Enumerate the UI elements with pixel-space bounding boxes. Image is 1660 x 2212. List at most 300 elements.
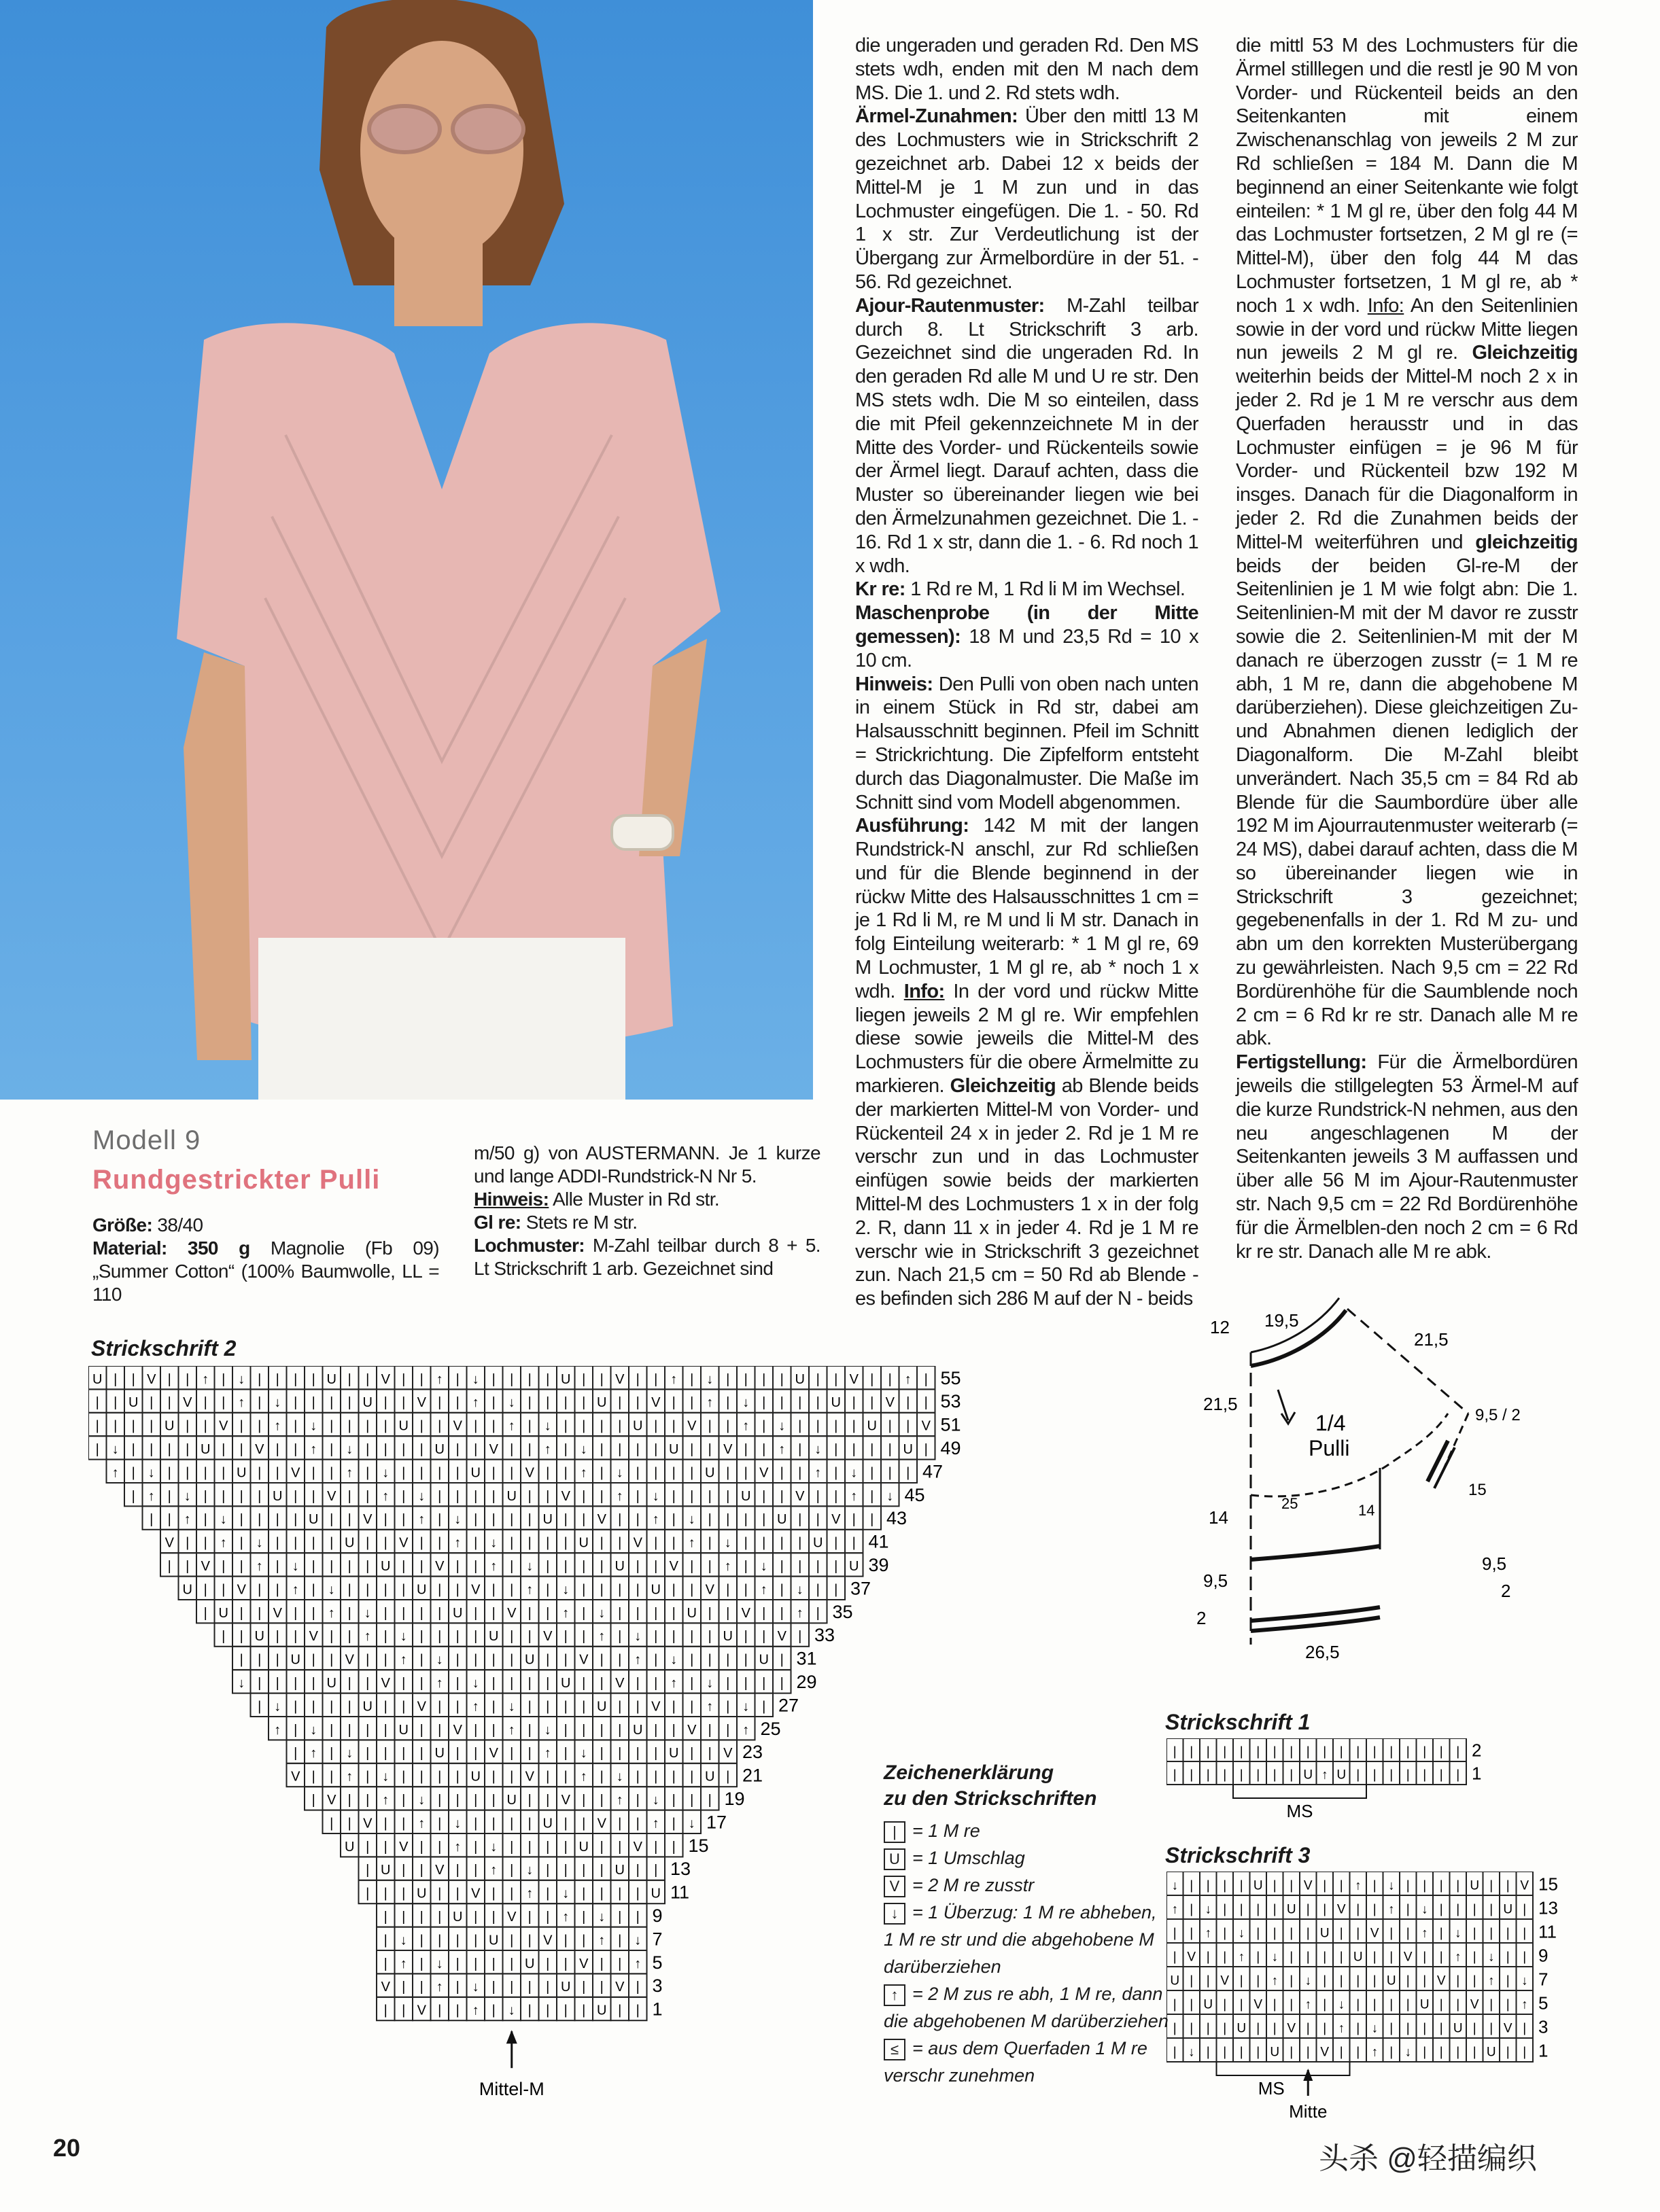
chart2-cell [124,1460,143,1483]
chart2-cell [665,1413,683,1436]
chart3-cell [1400,1919,1417,1943]
chart2-cell [665,1553,683,1576]
svg-text:|: | [690,1582,694,1598]
svg-text:|: | [1489,1926,1493,1941]
chart2-cell [557,1693,575,1717]
chart2-cell [701,1506,719,1529]
svg-text:|: | [1223,1950,1227,1965]
watermark: 头杀 @轻描编织 [1319,2142,1537,2175]
svg-text:↑: ↑ [472,1395,479,1411]
chart2-cell [323,1740,341,1763]
svg-text:|: | [347,1676,351,1691]
ausf-text2: In der vord und rückw Mitte liegen jeweils 2 M gl re. Wir empfehlen diese sowie jeweils die Mittel-M des Lochmusters für die obere Ärmelmitte zu markieren. [855,980,1198,1098]
chart2-cell [449,1763,467,1787]
chart2-cell [845,1413,863,1436]
chart2-cell [647,1623,665,1646]
chart2-cell [737,1600,755,1623]
chart3-cell [1383,2014,1400,2038]
chart2-cell [719,1740,738,1763]
model-photo [0,0,813,1100]
svg-text:|: | [798,1465,802,1481]
chart3-cell [1333,1872,1350,1895]
svg-text:|: | [383,1512,387,1528]
svg-text:|: | [546,2003,550,2018]
svg-text:U: U [92,1371,103,1387]
chart2-cell [395,1717,413,1740]
svg-text:|: | [744,1582,748,1598]
svg-text:↓: ↓ [1455,1926,1462,1941]
svg-text:V: V [1436,1973,1446,1988]
svg-text:|: | [275,1559,279,1574]
chart3-cell [1466,1872,1483,1895]
chart2-cell [503,1950,521,1973]
chart2-cell [305,1717,323,1740]
chart1-cell [1366,1738,1383,1761]
svg-text:|: | [1223,2045,1227,2060]
svg-text:|: | [582,1418,586,1434]
chart3-cell [1300,1919,1317,1943]
chart3-cell [1417,1990,1434,2014]
chart3-mitte-label: Mitte [1289,2101,1328,2122]
svg-text:|: | [491,1465,496,1481]
chart3-cell [1366,1919,1383,1943]
chart2-cell [737,1623,755,1646]
svg-text:↓: ↓ [310,1418,317,1434]
svg-text:|: | [239,1442,243,1457]
svg-text:|: | [888,1371,892,1387]
svg-text:↓: ↓ [688,1816,695,1831]
chart2-cell [899,1436,918,1459]
chart2-cell [575,1717,593,1740]
chart2-cell [179,1413,197,1436]
svg-text:|: | [1523,1902,1527,1917]
size-label: Größe: [92,1214,153,1235]
chart2-cell [665,1436,683,1459]
chart2-row-label: 11 [670,1882,690,1903]
svg-text:V: V [669,1559,678,1574]
svg-text:↓: ↓ [580,1442,587,1457]
svg-text:|: | [222,1629,226,1645]
svg-text:↓: ↓ [1271,1950,1278,1965]
chart3-cell [1450,2014,1467,2038]
svg-text:|: | [654,1442,658,1457]
chart2-cell [341,1740,359,1763]
chart2-cell [521,1740,539,1763]
chart2-cell [269,1389,287,1412]
svg-text:|: | [275,1582,279,1598]
svg-text:U: U [651,1886,661,1901]
svg-text:|: | [618,1722,622,1738]
chart2-cell [827,1577,846,1600]
svg-text:|: | [618,1839,622,1855]
chart3-cell [1300,2038,1317,2062]
svg-text:|: | [95,1395,99,1411]
svg-text:|: | [366,1652,370,1668]
svg-text:|: | [294,1488,298,1504]
chart1-cell [1217,1761,1234,1785]
chart2-cell [449,1997,467,2020]
chart2-cell [485,1483,503,1506]
svg-text:|: | [419,1535,423,1551]
svg-text:|: | [419,1839,423,1855]
chart3-cell [1400,1895,1417,1919]
chart2-cell [305,1647,323,1670]
svg-text:|: | [383,1605,387,1621]
svg-text:|: | [294,1629,298,1645]
svg-text:↓: ↓ [760,1559,767,1574]
svg-text:|: | [1389,1950,1394,1965]
svg-text:|: | [402,1488,406,1504]
chart2-cell [629,1927,647,1950]
svg-text:↓: ↓ [562,1886,570,1901]
chart3-cell [1433,2014,1450,2038]
chart2-cell [557,1506,575,1529]
svg-text:↓: ↓ [562,1582,570,1598]
chart2-cell [665,1389,683,1412]
chart3-cell [1217,1943,1234,1967]
chart3-cell [1517,2014,1534,2038]
chart2-cell [755,1577,774,1600]
chart2-row-label: 25 [760,1718,781,1739]
svg-text:|: | [618,2003,622,2018]
svg-text:|: | [1523,1926,1527,1941]
svg-text:↑: ↑ [1521,1997,1528,2012]
svg-text:|: | [906,1465,910,1481]
svg-text:|: | [311,1395,315,1411]
chart2-cell [196,1413,215,1436]
svg-text:|: | [383,1395,387,1411]
chart2-cell [593,1740,611,1763]
chart3-cell [1217,2038,1234,2062]
svg-text:↓: ↓ [364,1605,371,1621]
chart3-ms-label: MS [1258,2078,1285,2099]
svg-text:|: | [546,1535,550,1551]
chart2-cell [395,1693,413,1717]
info4-label: Info: [1367,294,1404,317]
svg-text:|: | [150,1442,154,1457]
svg-text:V: V [399,1839,409,1855]
svg-text:U: U [381,1863,391,1878]
svg-text:V: V [489,1746,498,1761]
chart2-cell [593,1530,611,1553]
svg-text:V: V [147,1371,156,1387]
chart2-cell [593,1833,611,1857]
chart2-cell [827,1460,846,1483]
svg-text:|: | [618,1816,622,1831]
svg-text:|: | [330,1816,334,1831]
chart2-cell [251,1506,269,1529]
chart2-row-label: 53 [940,1391,961,1412]
svg-text:|: | [1523,2021,1527,2036]
svg-text:|: | [455,1863,460,1878]
svg-text:V: V [651,1699,661,1715]
svg-text:|: | [726,1699,730,1715]
chart2-cell [575,1436,593,1459]
svg-text:|: | [1190,1878,1194,1893]
svg-text:|: | [798,1418,802,1434]
chart3-cell [1500,2014,1517,2038]
svg-text:|: | [1406,1997,1410,2012]
chart2-cell [611,1973,629,1997]
svg-text:U: U [345,1839,355,1855]
chart3-cell [1183,2014,1200,2038]
chart2-cell [539,1693,557,1717]
chart3-cell [1266,2038,1283,2062]
chart2-cell [359,1366,377,1389]
chart2-cell [359,1530,377,1553]
chart2-row-label: 31 [796,1648,817,1669]
svg-text:|: | [1290,1950,1294,1965]
svg-text:|: | [546,1886,550,1901]
svg-text:|: | [690,1371,694,1387]
svg-text:|: | [455,1746,460,1761]
svg-text:|: | [330,1629,334,1645]
svg-text:|: | [402,1512,406,1528]
chart2-cell [107,1413,125,1436]
svg-text:|: | [744,1676,748,1691]
chart2-cell [341,1623,359,1646]
chart2-cell [539,1903,557,1927]
chart2-cell [179,1530,197,1553]
svg-text:|: | [510,1980,514,1995]
svg-text:|: | [402,1863,406,1878]
chart1-cell [1283,1738,1300,1761]
svg-text:↑: ↑ [184,1512,191,1528]
chart3-cell [1450,1919,1467,1943]
ausf-text3: ab Blende beids der markierten Mittel-M von Vorder- und Rückenteil 24 x in jeder 2. Rd je 1 M re verschr zun und in das Lochmuster einfügen sowie beids der markierten Mittel-M des Lochmusters 1 x in der folg 2. R, dann 11 x in jeder 4. Rd je 1 M re verschr wie in Strickschrift 3 gezeichnet zun. Nach 21,5 cm = 50 Rd ab Blende - es befinden sich 286 M auf der N - beids [855,1075,1198,1310]
chart2-cell [287,1530,305,1553]
chart2-cell [629,1810,647,1833]
chart2-cell [287,1623,305,1646]
chart3-cell [1250,1943,1267,1967]
svg-text:|: | [1223,1878,1227,1893]
chart2-cell [611,1553,629,1576]
svg-text:|: | [294,1699,298,1715]
chart2-cell [251,1647,269,1670]
svg-text:|: | [1273,1926,1277,1941]
svg-text:|: | [600,1980,604,1995]
svg-text:|: | [564,1512,568,1528]
chart3-cell [1217,2014,1234,2038]
legend-symbol: U [884,1848,905,1870]
svg-text:|: | [1406,1926,1410,1941]
chart2-cell [539,1973,557,1997]
svg-text:U: U [578,1535,589,1551]
chart3-cell [1333,2038,1350,2062]
svg-text:|: | [564,1559,568,1574]
chart2-cell [845,1389,863,1412]
chart2-cell [665,1787,683,1810]
svg-text:U: U [434,1442,445,1457]
svg-text:|: | [1223,1768,1227,1783]
chart2-cell [611,1577,629,1600]
chart2-cell [665,1366,683,1389]
chart2-cell [647,1647,665,1670]
svg-text:↑: ↑ [544,1746,551,1761]
chart3-cell [1266,2014,1283,2038]
chart2-cell [557,1857,575,1880]
chart2-cell [683,1530,702,1553]
svg-text:↑: ↑ [1338,2021,1345,2036]
svg-text:V: V [291,1769,300,1785]
chart2-cell [485,1810,503,1833]
chart2-cell [287,1740,305,1763]
chart2-row-label: 21 [742,1765,763,1786]
chart2-cell [359,1577,377,1600]
chart2-row-label: 29 [796,1672,817,1693]
svg-text:|: | [1439,1950,1443,1965]
chart2-cell [719,1670,738,1693]
chart2-cell [521,1647,539,1670]
svg-text:|: | [564,1395,568,1411]
svg-text:|: | [455,1371,460,1387]
svg-text:|: | [636,1793,640,1808]
chart2-cell [899,1460,918,1483]
chart3-cell [1266,1990,1283,2014]
svg-text:|: | [131,1442,135,1457]
chart2-cell [629,1857,647,1880]
chart3-cell [1250,1990,1267,2014]
svg-text:U: U [633,1722,643,1738]
chart2-cell [629,1623,647,1646]
svg-text:|: | [762,1699,766,1715]
svg-text:|: | [438,1395,442,1411]
svg-text:|: | [852,1512,856,1528]
chart2-cell [323,1787,341,1810]
chart2-cell [611,1693,629,1717]
svg-text:↓: ↓ [346,1746,353,1761]
chart2-cell [359,1553,377,1576]
chart2-cell [179,1506,197,1529]
svg-text:V: V [543,1629,553,1645]
chart2-cell [485,1763,503,1787]
svg-text:|: | [131,1465,135,1481]
svg-text:|: | [402,1559,406,1574]
svg-text:|: | [222,1582,226,1598]
chart2-cell [557,1389,575,1412]
svg-text:|: | [222,1559,226,1574]
svg-text:U: U [128,1395,139,1411]
svg-text:|: | [294,1418,298,1434]
chart2-cell [611,1787,629,1810]
chart2-cell [431,1833,449,1857]
svg-text:|: | [582,1980,586,1995]
chart2-cell [863,1389,882,1412]
chart1-cell [1450,1738,1467,1761]
svg-text:|: | [924,1371,928,1387]
chart2-cell [881,1460,899,1483]
chart2-cell [359,1647,377,1670]
chart2-cell [323,1600,341,1623]
svg-text:|: | [690,1769,694,1785]
chart2-cell [773,1366,791,1389]
chart2-cell [593,1997,611,2020]
chart1-cell [1433,1738,1450,1761]
svg-text:V: V [453,1722,462,1738]
chart2-cell [395,1810,413,1833]
svg-text:|: | [419,1980,423,1995]
svg-text:|: | [239,1512,243,1528]
svg-text:|: | [330,1559,334,1574]
svg-text:↓: ↓ [706,1676,714,1691]
svg-text:|: | [1223,1926,1227,1941]
chart2-cell [287,1763,305,1787]
chart3-cell [1366,1943,1383,1967]
svg-text:V: V [831,1512,841,1528]
svg-text:|: | [491,1722,496,1738]
svg-text:|: | [186,1535,190,1551]
svg-text:|: | [1406,2021,1410,2036]
chart2-cell [593,1553,611,1576]
chart2-cell [773,1506,791,1529]
svg-text:|: | [1423,1744,1427,1759]
chart1-cell [1266,1761,1283,1785]
dim-15: 15 [1468,1481,1487,1499]
chart2-cell [881,1436,899,1459]
chart2-cell [557,1436,575,1459]
svg-text:|: | [491,1371,496,1387]
chart2-cell [413,1740,431,1763]
chart2-cell [232,1623,251,1646]
chart2-cell [719,1530,738,1553]
svg-text:|: | [491,1605,496,1621]
chart3-cell [1200,1943,1217,1967]
svg-text:V: V [597,1512,606,1528]
chart2-cell [827,1530,846,1553]
svg-text:V: V [615,1676,625,1691]
chart2-cell [647,1600,665,1623]
svg-text:↓: ↓ [1304,1973,1311,1988]
svg-text:V: V [345,1652,354,1668]
svg-text:V: V [453,1418,462,1434]
chart2-cell [232,1436,251,1459]
chart2-cell [341,1460,359,1483]
svg-text:|: | [600,1535,604,1551]
svg-text:|: | [383,1839,387,1855]
chart3-row-label: 13 [1538,1897,1558,1918]
chart2-cell [467,1623,485,1646]
svg-text:|: | [510,1676,514,1691]
svg-text:↓: ↓ [598,1910,606,1925]
chart2-cell [503,1833,521,1857]
chart2-cell [485,1740,503,1763]
svg-text:|: | [347,1816,351,1831]
svg-text:|: | [1439,1878,1443,1893]
chart3-cell [1350,1895,1367,1919]
chart2-cell [539,1880,557,1903]
chart2-cell [413,1717,431,1740]
chart2-cell [647,1553,665,1576]
svg-text:|: | [1423,1878,1427,1893]
chart2-cell [395,1577,413,1600]
chart1-cell [1350,1761,1367,1785]
chart2-cell [449,1600,467,1623]
chart2-cell [521,1577,539,1600]
chart2-cell [485,1553,503,1576]
svg-text:|: | [366,1488,370,1504]
svg-text:|: | [1173,2045,1177,2060]
chart2-cell [611,1763,629,1787]
svg-text:U: U [1353,1950,1363,1965]
chart2-cell [899,1366,918,1389]
svg-text:|: | [564,1816,568,1831]
svg-text:U: U [1319,1926,1330,1941]
chart2-cell [431,1366,449,1389]
chart2-cell [557,1880,575,1903]
svg-text:|: | [672,1629,676,1645]
svg-text:↓: ↓ [184,1488,191,1504]
chart2-cell [359,1833,377,1857]
